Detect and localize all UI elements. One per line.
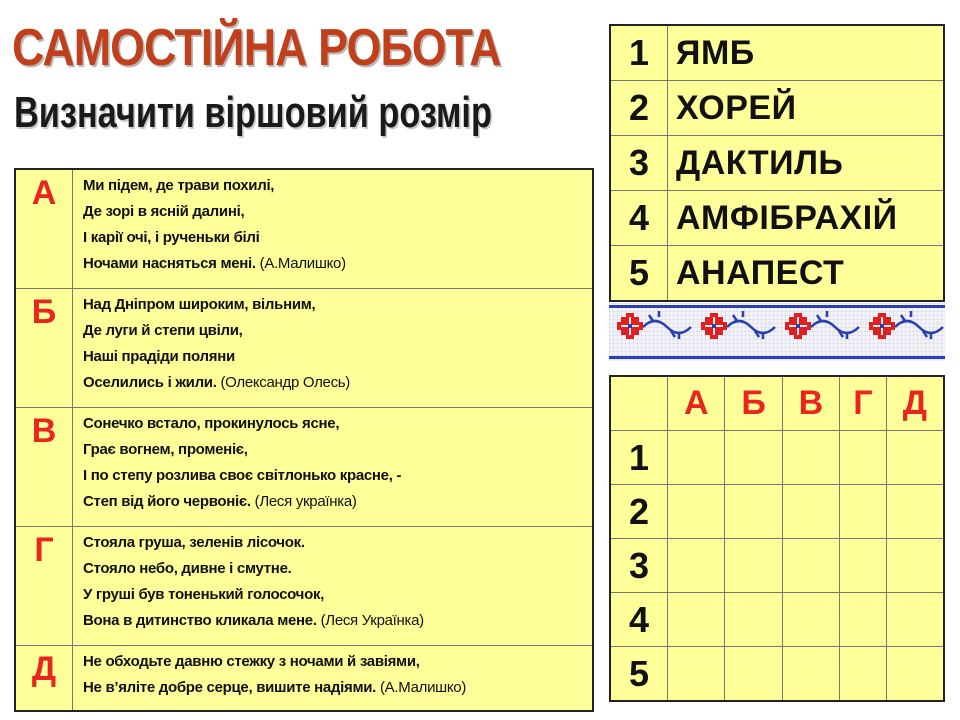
meter-number: 4 bbox=[610, 191, 668, 246]
meter-name: АМФІБРАХІЙ bbox=[668, 191, 945, 246]
grid-answer-cell[interactable] bbox=[840, 485, 886, 539]
poem-line: Ми підем, де трави похилі, bbox=[83, 177, 275, 194]
poem-line bbox=[83, 608, 586, 634]
page-title: САМОСТІЙНА РОБОТА bbox=[12, 19, 501, 77]
poem-row-d bbox=[15, 646, 593, 712]
poem-text bbox=[73, 646, 594, 712]
poem-text bbox=[73, 527, 594, 646]
poem-line: І по степу розлива своє світлонько красне, - bbox=[83, 467, 402, 484]
answer-grid bbox=[609, 375, 945, 702]
grid-answer-cell[interactable] bbox=[668, 431, 725, 485]
grid-answer-cell[interactable] bbox=[782, 593, 839, 647]
poem-line: Грає вогнем, променіє, bbox=[83, 441, 248, 458]
meter-row bbox=[610, 191, 944, 246]
meter-number: 2 bbox=[610, 81, 668, 136]
poem-line bbox=[83, 251, 586, 277]
grid-answer-cell[interactable] bbox=[668, 593, 725, 647]
meter-row bbox=[610, 25, 944, 81]
grid-row-header: 3 bbox=[610, 539, 668, 593]
grid-row-header: 4 bbox=[610, 593, 668, 647]
grid-answer-cell[interactable] bbox=[886, 647, 944, 702]
meter-row bbox=[610, 246, 944, 302]
grid-column-header: Б bbox=[725, 376, 782, 431]
meter-name: ДАКТИЛЬ bbox=[668, 136, 945, 191]
grid-answer-cell[interactable] bbox=[782, 431, 839, 485]
grid-row bbox=[610, 431, 944, 485]
grid-answer-cell[interactable] bbox=[886, 485, 944, 539]
meter-number: 3 bbox=[610, 136, 668, 191]
grid-answer-cell[interactable] bbox=[840, 647, 886, 702]
grid-column-header: Д bbox=[886, 376, 944, 431]
grid-answer-cell[interactable] bbox=[782, 647, 839, 702]
grid-answer-cell[interactable] bbox=[668, 647, 725, 702]
grid-answer-cell[interactable] bbox=[840, 593, 886, 647]
meter-row bbox=[610, 136, 944, 191]
poem-text bbox=[73, 169, 594, 289]
poem-author: (А.Малишко) bbox=[259, 255, 346, 272]
poem-letter: Д bbox=[15, 646, 73, 712]
poem-line bbox=[83, 489, 586, 515]
poem-author: (Леся українка) bbox=[254, 493, 357, 510]
grid-answer-cell[interactable] bbox=[886, 593, 944, 647]
grid-column-header: В bbox=[782, 376, 839, 431]
grid-answer-cell[interactable] bbox=[668, 539, 725, 593]
grid-row-header: 1 bbox=[610, 431, 668, 485]
grid-answer-cell[interactable] bbox=[840, 431, 886, 485]
grid-answer-cell[interactable] bbox=[725, 593, 782, 647]
poem-row-b bbox=[15, 289, 593, 408]
meter-row bbox=[610, 81, 944, 136]
grid-row-header: 5 bbox=[610, 647, 668, 702]
grid-row bbox=[610, 485, 944, 539]
poems-table bbox=[14, 168, 594, 712]
grid-row bbox=[610, 593, 944, 647]
poem-letter: В bbox=[15, 408, 73, 527]
grid-row bbox=[610, 539, 944, 593]
grid-row bbox=[610, 647, 944, 702]
poem-line: Над Дніпром широким, вільним, bbox=[83, 296, 316, 313]
grid-corner-cell bbox=[610, 376, 668, 431]
grid-answer-cell[interactable] bbox=[668, 485, 725, 539]
grid-answer-cell[interactable] bbox=[886, 539, 944, 593]
grid-answer-cell[interactable] bbox=[725, 647, 782, 702]
poem-line-text: Степ від його червоніє. bbox=[83, 493, 251, 510]
poem-line: Стояло небо, дивне і смутне. bbox=[83, 560, 292, 577]
meter-number: 1 bbox=[610, 25, 668, 81]
grid-column-header: Г bbox=[840, 376, 886, 431]
poem-line: Не обходьте давню стежку з ночами й завіями, bbox=[83, 653, 420, 670]
poem-text bbox=[73, 408, 594, 527]
meter-number: 5 bbox=[610, 246, 668, 302]
grid-answer-cell[interactable] bbox=[725, 431, 782, 485]
poem-letter: Г bbox=[15, 527, 73, 646]
meter-name: ЯМБ bbox=[668, 25, 945, 81]
poem-line bbox=[83, 675, 586, 701]
grid-answer-cell[interactable] bbox=[725, 539, 782, 593]
poem-line: Де луги й степи цвіли, bbox=[83, 322, 243, 339]
poem-row-a bbox=[15, 169, 593, 289]
poem-author: (Леся Українка) bbox=[320, 612, 424, 629]
poem-line-text: Ночами насняться мені. bbox=[83, 255, 256, 272]
poem-line: Стояла груша, зеленів лісочок. bbox=[83, 534, 305, 551]
grid-answer-cell[interactable] bbox=[782, 539, 839, 593]
poem-line: У груші був тоненький голосочок, bbox=[83, 586, 325, 603]
poem-line: Де зорі в ясній далині, bbox=[83, 203, 245, 220]
embroidery-ornament-image bbox=[609, 303, 945, 361]
grid-header-row bbox=[610, 376, 944, 431]
meter-name: АНАПЕСТ bbox=[668, 246, 945, 302]
grid-answer-cell[interactable] bbox=[886, 431, 944, 485]
poem-line-text: Вона в дитинство кликала мене. bbox=[83, 612, 317, 629]
grid-column-header: А bbox=[668, 376, 725, 431]
poem-text bbox=[73, 289, 594, 408]
poem-line bbox=[83, 370, 586, 396]
grid-answer-cell[interactable] bbox=[782, 485, 839, 539]
poem-line-text: Не в’яліте добре серце, вишите надіями. bbox=[83, 679, 377, 696]
poem-letter: Б bbox=[15, 289, 73, 408]
grid-row-header: 2 bbox=[610, 485, 668, 539]
poem-row-h bbox=[15, 527, 593, 646]
grid-answer-cell[interactable] bbox=[725, 485, 782, 539]
poem-line: Сонечко встало, прокинулось ясне, bbox=[83, 415, 340, 432]
poem-line: Наші прадіди поляни bbox=[83, 348, 235, 365]
meters-table bbox=[609, 24, 945, 302]
poem-author: (Олександр Олесь) bbox=[220, 374, 350, 391]
poem-line: І карії очі, і рученьки білі bbox=[83, 229, 260, 246]
page-subtitle: Визначити віршовий розмір bbox=[14, 88, 492, 137]
meter-name: ХОРЕЙ bbox=[668, 81, 945, 136]
poem-letter: А bbox=[15, 169, 73, 289]
poem-author: (А.Малишко) bbox=[379, 679, 467, 696]
poem-line-text: Оселились і жили. bbox=[83, 374, 217, 391]
grid-answer-cell[interactable] bbox=[840, 539, 886, 593]
poem-row-v bbox=[15, 408, 593, 527]
